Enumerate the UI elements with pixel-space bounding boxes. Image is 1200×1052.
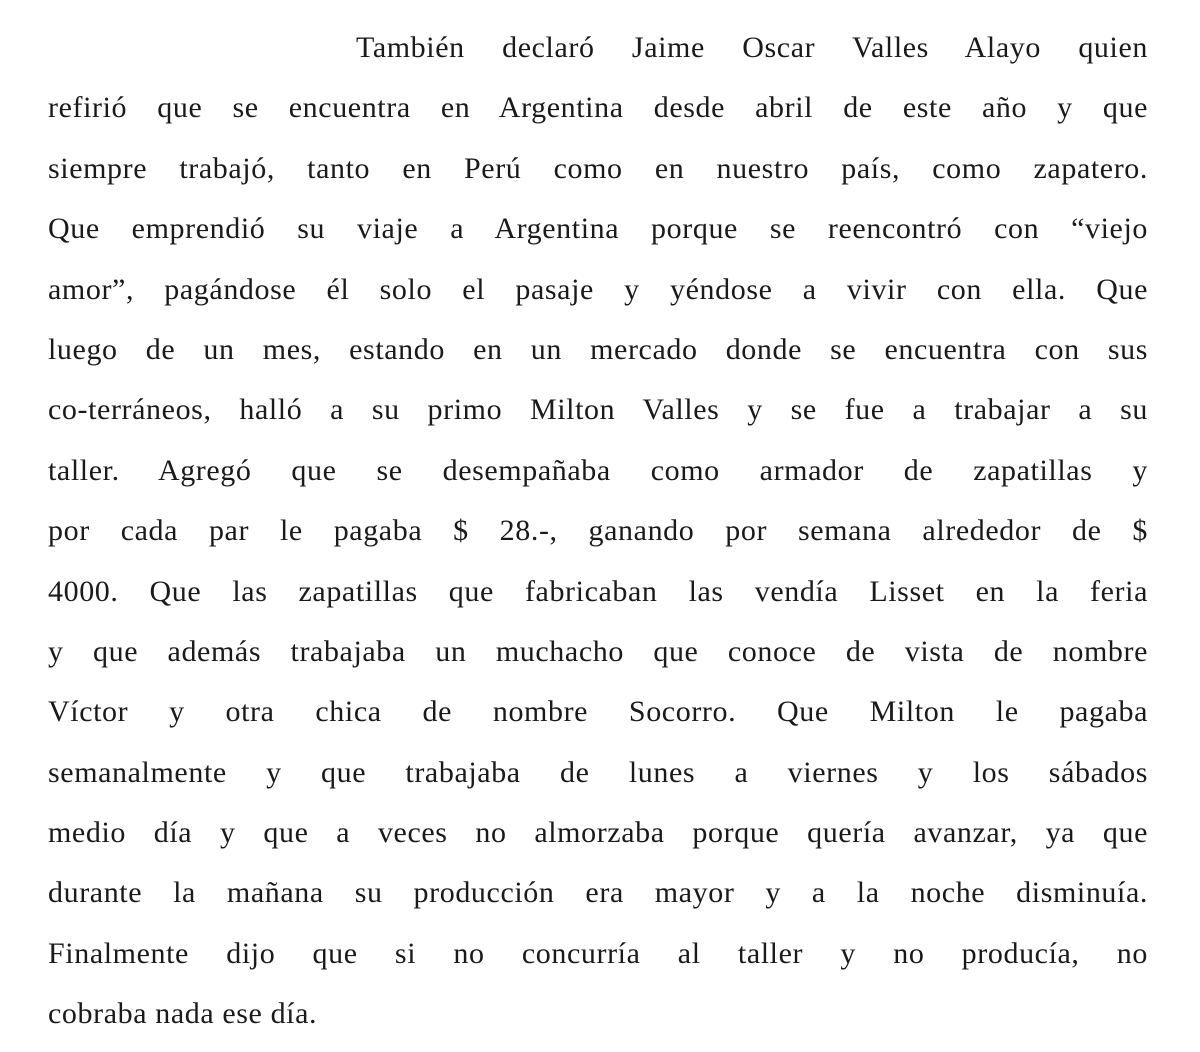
paragraph-line: Víctor y otra chica de nombre Socorro. Que Milton le pagaba xyxy=(48,695,1148,729)
paragraph-line: refirió que se encuentra en Argentina desde abril de este año y que xyxy=(48,91,1148,125)
testimony-paragraph xyxy=(48,18,1148,1045)
paragraph-line: por cada par le pagaba $ 28.-, ganando por semana alrededor de $ xyxy=(48,514,1148,548)
paragraph-line: durante la mañana su producción era mayor y a la noche disminuía. xyxy=(48,876,1148,910)
paragraph-line: 4000. Que las zapatillas que fabricaban las vendía Lisset en la feria xyxy=(48,574,1148,608)
paragraph-line: amor”, pagándose él solo el pasaje y yéndose a vivir con ella. Que xyxy=(48,272,1148,306)
paragraph-line: semanalmente y que trabajaba de lunes a viernes y los sábados xyxy=(48,755,1148,789)
paragraph-line: luego de un mes, estando en un mercado donde se encuentra con sus xyxy=(48,332,1148,366)
paragraph-line: siempre trabajó, tanto en Perú como en nuestro país, como zapatero. xyxy=(48,151,1148,185)
paragraph-line: Finalmente dijo que si no concurría al taller y no producía, no xyxy=(48,936,1148,970)
paragraph-line: y que además trabajaba un muchacho que conoce de vista de nombre xyxy=(48,634,1148,668)
paragraph-line: medio día y que a veces no almorzaba porque quería avanzar, ya que xyxy=(48,816,1148,850)
document-page xyxy=(48,18,1148,1045)
paragraph-line: cobraba nada ese día. xyxy=(48,997,318,1031)
paragraph-line: co-terráneos, halló a su primo Milton Valles y se fue a trabajar a su xyxy=(48,393,1148,427)
paragraph-line: También declaró Jaime Oscar Valles Alayo quien xyxy=(356,31,1148,64)
paragraph-line: Que emprendió su viaje a Argentina porque se reencontró con “viejo xyxy=(48,212,1148,246)
paragraph-line: taller. Agregó que se desempañaba como armador de zapatillas y xyxy=(48,453,1148,487)
